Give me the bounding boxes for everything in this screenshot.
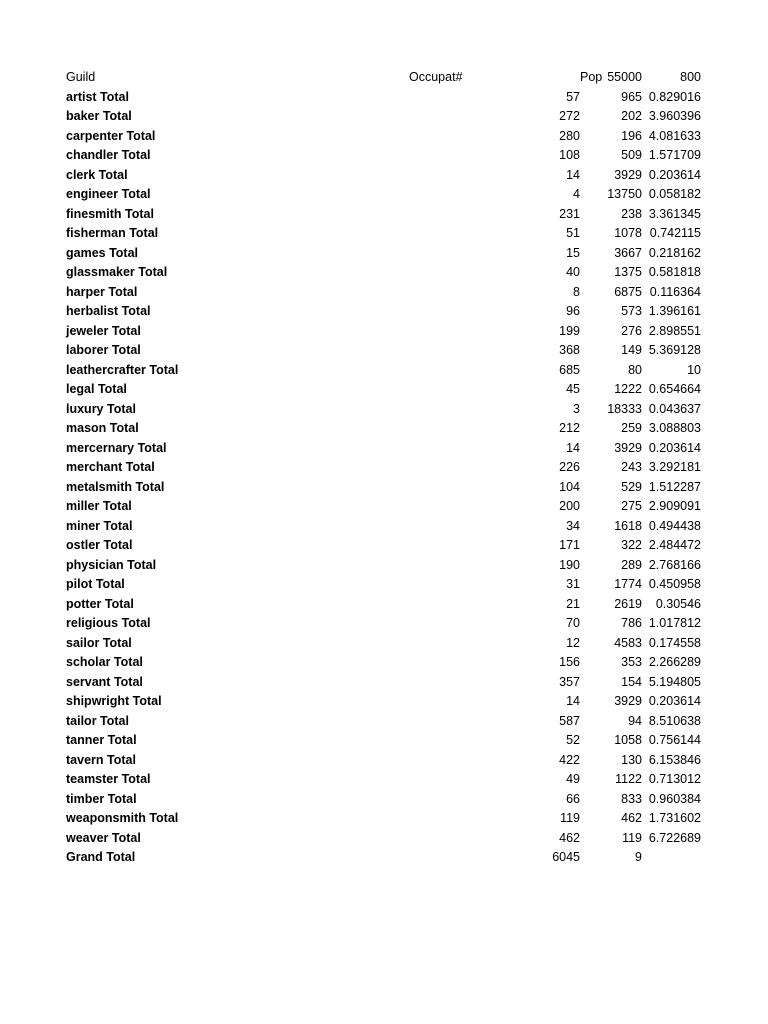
table-row [66,146,706,166]
header-guild: Guild [66,70,96,84]
occupation-count: 212 [559,421,580,435]
table-row [66,478,706,498]
occupation-count: 272 [559,109,580,123]
guild-name: games Total [66,245,139,260]
guild-name: tavern Total [66,752,136,767]
ratio-value: 8.510638 [648,713,701,728]
ratio-value: 0.203614 [648,167,701,182]
table-row [66,322,706,342]
table-row [66,790,706,810]
ratio-value: 1.017812 [648,616,701,630]
population-per: 4583 [614,635,642,650]
occupation-count: 357 [559,674,580,689]
ratio-value: 3.292181 [648,460,701,474]
occupation-count: 119 [560,811,580,825]
header-ratio: 800 [680,70,701,84]
guild-name: religious Total [66,616,151,630]
population-per: 573 [621,304,642,318]
occupation-count: 226 [559,460,580,474]
ratio-value: 1.512287 [648,479,701,494]
occupation-count: 368 [559,343,580,357]
table-row [66,848,706,868]
guild-name: merchant Total [66,460,155,474]
ratio-value: 0.203614 [648,440,701,455]
table-row [66,88,706,108]
table-row [66,127,706,147]
ratio-value: 0.713012 [648,772,701,786]
ratio-value: 0.829016 [648,89,701,104]
occupation-count: 4 [573,187,580,201]
table-row [66,341,706,361]
guild-name: mercernary Total [66,440,167,455]
spreadsheet [66,68,706,868]
population-per: 9 [635,850,642,864]
population-per: 1078 [614,226,642,240]
occupation-count: 171 [559,538,580,552]
guild-name: fisherman Total [66,226,159,240]
occupation-count: 462 [559,830,580,845]
table-row [66,751,706,771]
guild-name: ostler Total [66,538,133,552]
table-row [66,770,706,790]
table-row [66,302,706,322]
population-per: 289 [621,557,642,572]
population-per: 196 [621,128,642,143]
table-row [66,458,706,478]
occupation-count: 3 [573,401,580,416]
table-row [66,497,706,517]
guild-name: jeweler Total [66,323,141,338]
occupation-count: 104 [559,479,580,494]
ratio-value: 6.153846 [648,752,701,767]
population-per: 965 [621,89,642,104]
table-row [66,575,706,595]
guild-name: finesmith Total [66,206,154,221]
occupation-count: 66 [566,791,580,806]
population-per: 462 [621,811,642,825]
population-per: 1058 [614,733,642,747]
ratio-value: 5.369128 [648,343,701,357]
population-per: 238 [621,206,642,221]
guild-name: carpenter Total [66,128,156,143]
table-row [66,244,706,264]
guild-name: chandler Total [66,148,151,162]
guild-name: engineer Total [66,187,151,201]
table-row [66,517,706,537]
occupation-count: 40 [566,265,580,279]
population-per: 509 [621,148,642,162]
table-row [66,556,706,576]
table-row [66,653,706,673]
guild-name: baker Total [66,109,132,123]
guild-name: metalsmith Total [66,479,165,494]
occupation-count: 14 [566,440,580,455]
guild-name: timber Total [66,791,137,806]
ratio-value: 0.058182 [648,187,701,201]
occupation-count: 280 [559,128,580,143]
occupation-count: 49 [566,772,580,786]
population-per: 149 [621,343,642,357]
population-per: 94 [628,713,642,728]
header-pop-label: Pop [580,70,603,84]
population-per: 1122 [615,772,642,786]
guild-name: herbalist Total [66,304,151,318]
ratio-value: 0.450958 [648,577,701,591]
guild-name: miner Total [66,518,133,533]
population-per: 2619 [614,596,642,611]
table-row [66,614,706,634]
guild-name: artist Total [66,89,129,104]
guild-name: potter Total [66,596,134,611]
occupation-count: 14 [566,167,580,182]
ratio-value: 3.960396 [648,109,701,123]
occupation-count: 14 [566,694,580,708]
population-per: 322 [621,538,642,552]
guild-name: Grand Total [66,850,136,864]
occupation-count: 156 [559,655,580,669]
table-row [66,263,706,283]
population-per: 3929 [614,694,642,708]
guild-name: glassmaker Total [66,265,168,279]
guild-name: tanner Total [66,733,137,747]
ratio-value: 1.731602 [648,811,701,825]
guild-name: miller Total [66,499,132,513]
table-row [66,224,706,244]
population-per: 275 [621,499,642,513]
guild-name: servant Total [66,674,143,689]
occupation-count: 96 [566,304,580,318]
occupation-count: 51 [566,226,580,240]
occupation-count: 6045 [552,850,580,864]
ratio-value: 0.960384 [648,791,701,806]
header-occupation-label: Occupat [409,70,456,84]
table-row [66,419,706,439]
occupation-count: 57 [566,89,580,104]
population-per: 276 [621,323,642,338]
guild-name: physician Total [66,557,157,572]
occupation-count: 200 [559,499,580,513]
table-row [66,107,706,127]
population-per: 529 [621,479,642,494]
table-row [66,673,706,693]
population-per: 3929 [614,440,642,455]
population-per: 259 [621,421,642,435]
ratio-value: 0.30546 [655,596,701,611]
guild-name: weaver Total [66,830,141,845]
occupation-count: 15 [566,245,580,260]
ratio-value: 2.484472 [648,538,701,552]
table-row [66,400,706,420]
header-count-label: # [455,70,463,84]
ratio-value: 3.361345 [648,206,701,221]
population-per: 13750 [607,187,642,201]
population-per: 1774 [614,577,642,591]
population-per: 353 [621,655,642,669]
population-per: 833 [621,791,642,806]
table-row [66,829,706,849]
data-rows [66,88,706,868]
ratio-value: 0.581818 [648,265,701,279]
guild-name: legal Total [66,382,127,396]
table-row [66,731,706,751]
table-row [66,166,706,186]
guild-name: harper Total [66,284,138,299]
table-row [66,439,706,459]
guild-name: shipwright Total [66,694,162,708]
population-per: 1375 [614,265,642,279]
occupation-count: 422 [559,752,580,767]
guild-name: laborer Total [66,343,141,357]
header-population: 55000 [607,70,642,84]
table-row [66,634,706,654]
table-row [66,536,706,556]
ratio-value: 6.722689 [648,830,701,845]
ratio-value: 2.898551 [648,323,701,338]
occupation-count: 70 [566,616,580,630]
population-per: 243 [621,460,642,474]
ratio-value: 2.266289 [648,655,701,669]
ratio-value: 0.756144 [648,733,701,747]
population-per: 154 [621,674,642,689]
population-per: 1222 [614,382,642,396]
header-row [66,68,706,88]
header-occupation [409,68,463,88]
table-row [66,595,706,615]
ratio-value: 0.654664 [648,382,701,396]
guild-name: leathercrafter Total [66,362,179,377]
occupation-count: 52 [566,733,580,747]
guild-name: sailor Total [66,635,132,650]
occupation-count: 31 [566,577,580,591]
ratio-value: 0.494438 [648,518,701,533]
ratio-value: 1.396161 [648,304,701,318]
ratio-value: 2.768166 [648,557,701,572]
ratio-value: 2.909091 [648,499,701,513]
occupation-count: 190 [559,557,580,572]
population-per: 18333 [607,401,642,416]
occupation-count: 108 [559,148,580,162]
occupation-count: 231 [559,206,580,221]
occupation-count: 45 [566,382,580,396]
ratio-value: 0.043637 [648,401,701,416]
population-per: 6875 [614,284,642,299]
guild-name: teamster Total [66,772,151,786]
ratio-value: 0.218162 [648,245,701,260]
table-row [66,380,706,400]
population-per: 202 [621,109,642,123]
ratio-value: 10 [687,362,701,377]
population-per: 130 [621,752,642,767]
occupation-count: 12 [566,635,580,650]
ratio-value: 5.194805 [648,674,701,689]
table-row [66,809,706,829]
occupation-count: 587 [559,713,580,728]
population-per: 3929 [614,167,642,182]
guild-name: clerk Total [66,167,128,182]
table-row [66,205,706,225]
guild-name: pilot Total [66,577,125,591]
occupation-count: 685 [559,362,580,377]
guild-name: mason Total [66,421,139,435]
population-per: 119 [622,830,642,845]
table-row [66,361,706,381]
ratio-value: 0.742115 [649,226,701,240]
population-per: 1618 [614,518,642,533]
occupation-count: 199 [559,323,580,338]
table-row [66,692,706,712]
occupation-count: 8 [573,284,580,299]
guild-name: luxury Total [66,401,136,416]
population-per: 80 [628,362,642,377]
table-row [66,283,706,303]
ratio-value: 4.081633 [648,128,701,143]
occupation-count: 34 [566,518,580,533]
ratio-value: 1.571709 [648,148,701,162]
ratio-value: 0.203614 [648,694,701,708]
guild-name: tailor Total [66,713,129,728]
population-per: 3667 [614,245,642,260]
guild-name: weaponsmith Total [66,811,179,825]
ratio-value: 0.174558 [648,635,701,650]
occupation-count: 21 [566,596,580,611]
ratio-value: 0.116364 [649,284,701,299]
ratio-value: 3.088803 [648,421,701,435]
guild-name: scholar Total [66,655,143,669]
population-per: 786 [621,616,642,630]
table-row [66,185,706,205]
table-row [66,712,706,732]
